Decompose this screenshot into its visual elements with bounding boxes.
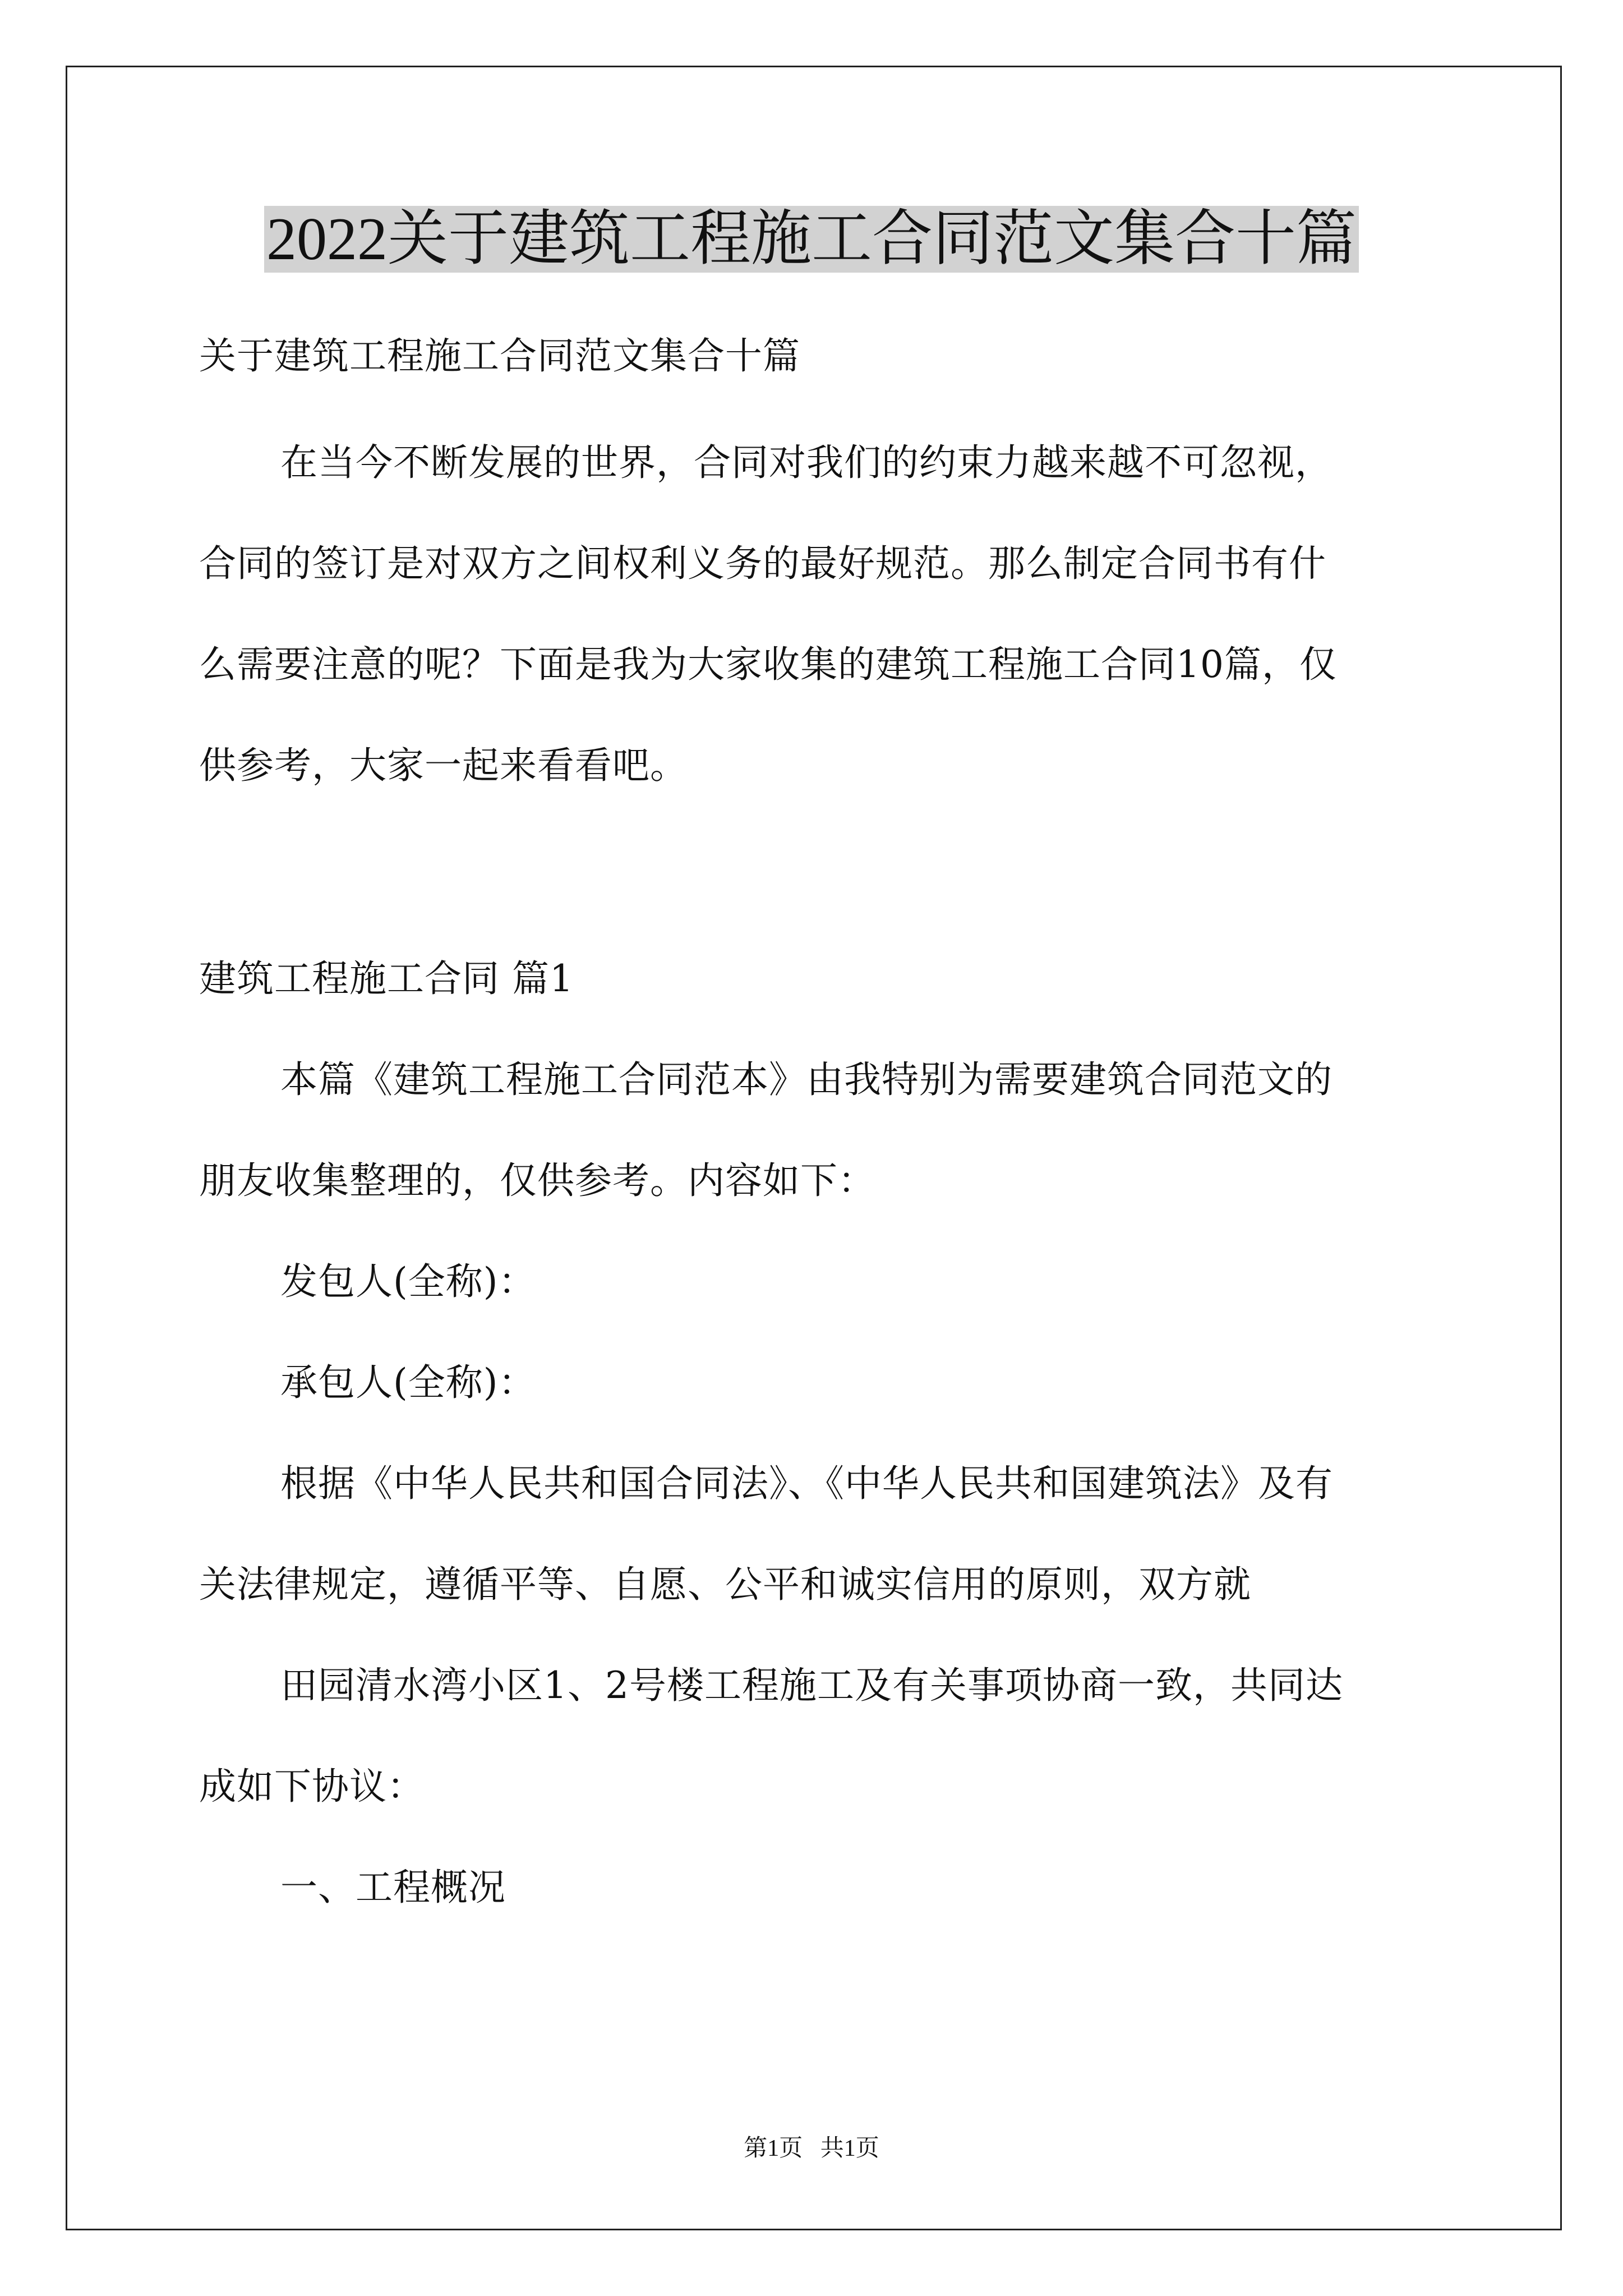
document-title-text: 2022关于建筑工程施工合同范文集合十篇: [264, 206, 1359, 273]
paragraph-line: 成如下协议：: [199, 1765, 425, 1808]
paragraph-line: 朋友收集整理的，仅供参考。内容如下：: [199, 1159, 875, 1202]
paragraph-line: 本篇《建筑工程施工合同范本》由我特别为需要建筑合同范文的: [280, 1058, 1332, 1101]
party-a-line: 发包人(全称)：: [280, 1260, 536, 1303]
paragraph-line: 关法律规定，遵循平等、自愿、公平和诚实信用的原则，双方就: [199, 1563, 1251, 1606]
paragraph-line: 根据《中华人民共和国合同法》、《中华人民共和国建筑法》及有: [280, 1462, 1333, 1505]
paragraph-line: 合同的签订是对双方之间权利义务的最好规范。那么制定合同书有什: [199, 542, 1326, 585]
document-title: [0, 197, 1623, 282]
section-heading: 建筑工程施工合同 篇1: [199, 957, 574, 1000]
section-subheading: 一、工程概况: [280, 1866, 506, 1909]
paragraph-line: 么需要注意的呢？下面是我为大家收集的建筑工程施工合同10篇，仅: [199, 643, 1337, 686]
paragraph-line: 田园清水湾小区1、2号楼工程施工及有关事项协商一致，共同达: [280, 1664, 1343, 1707]
paragraph-line: 在当今不断发展的世界，合同对我们的约束力越来越不可忽视，: [280, 441, 1332, 484]
party-b-line: 承包人(全称)：: [280, 1361, 536, 1404]
page-footer: 第1页 共1页: [744, 2136, 879, 2161]
subtitle-line: 关于建筑工程施工合同范文集合十篇: [199, 334, 800, 378]
paragraph-line: 供参考，大家一起来看看吧。: [199, 744, 688, 787]
